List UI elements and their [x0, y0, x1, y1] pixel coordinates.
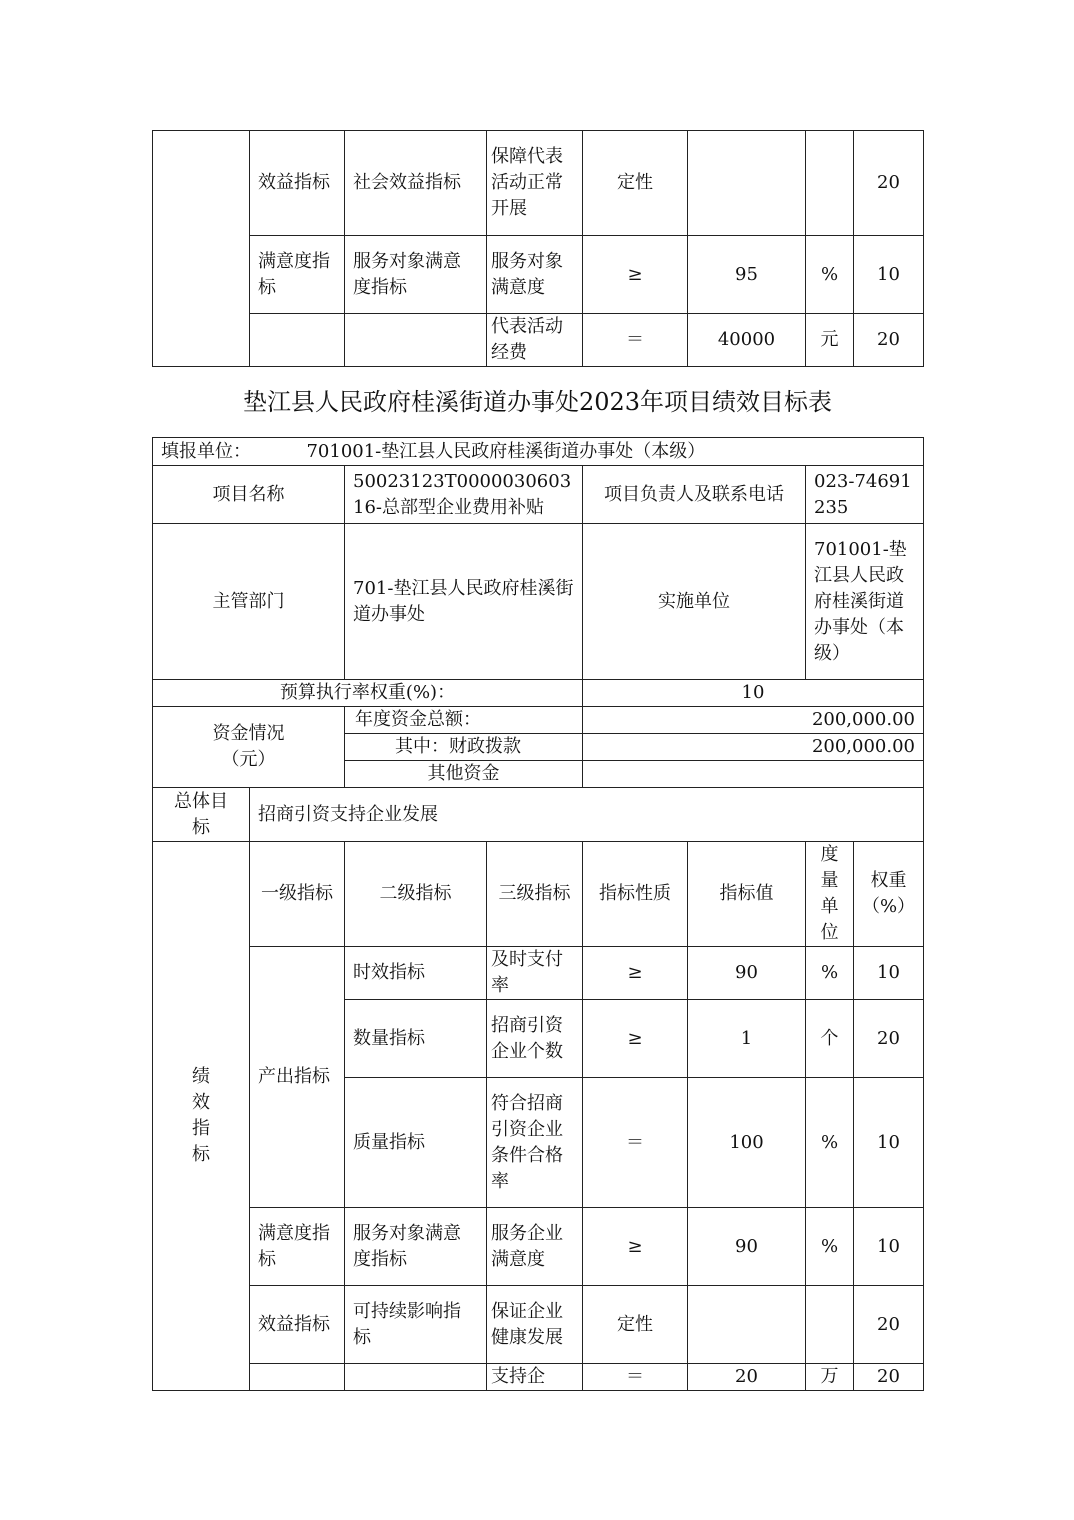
performance-target-table: [152, 437, 924, 1391]
row-weight: 10: [854, 1208, 924, 1286]
perf-label: 绩效指标: [192, 1066, 210, 1165]
row-weight: 20: [854, 1286, 924, 1364]
budget-rate-value: 10: [583, 680, 924, 707]
manager-value: 023-74691235: [806, 466, 924, 524]
prev-weight: 20: [854, 131, 924, 236]
header-level2: 二级指标: [345, 842, 487, 947]
row-unit: 万: [806, 1364, 854, 1391]
fiscal-label: 其中：财政拨款: [345, 734, 583, 761]
row-level3: 符合招商引资企业条件合格率: [487, 1078, 583, 1208]
row-level3: 支持企: [487, 1364, 583, 1391]
header-level3: 三级指标: [487, 842, 583, 947]
goal-label: [153, 788, 250, 842]
row-level3: 服务企业满意度: [487, 1208, 583, 1286]
manager-label: 项目负责人及联系电话: [583, 466, 806, 524]
fill-unit-value: 701001-垫江县人民政府桂溪街道办事处（本级）: [306, 440, 706, 462]
fiscal-value: 200,000.00: [583, 734, 924, 761]
prev-unit: %: [806, 236, 854, 314]
row-value: [688, 1286, 806, 1364]
page-title: 垫江县人民政府桂溪街道办事处2023年项目绩效目标表: [242, 388, 833, 416]
row-nature: ≥: [583, 1208, 688, 1286]
header-nature: 指标性质: [583, 842, 688, 947]
row-nature: ≥: [583, 1000, 688, 1078]
prev-level1: 效益指标: [250, 131, 345, 236]
row-weight: 10: [854, 947, 924, 1000]
row-weight: 10: [854, 1078, 924, 1208]
row-level1: [250, 1364, 345, 1391]
row-level2: 时效指标: [345, 947, 487, 1000]
header-level1: 一级指标: [250, 842, 345, 947]
row-level3: 招商引资企业个数: [487, 1000, 583, 1078]
annual-total-value: 200,000.00: [583, 707, 924, 734]
funds-label-text: 资金情况（元）: [212, 723, 285, 770]
prev-weight: 20: [854, 314, 924, 367]
fill-unit-label: 填报单位：: [161, 440, 251, 462]
row-level2: 质量指标: [345, 1078, 487, 1208]
prev-level1: 满意度指标: [250, 236, 345, 314]
impl-label: 实施单位: [583, 524, 806, 680]
row-value: 100: [688, 1078, 806, 1208]
row-level3: 及时支付率: [487, 947, 583, 1000]
header-weight: 权重（%）: [854, 842, 924, 947]
prev-level2: [345, 314, 487, 367]
goal-value: 招商引资支持企业发展: [250, 788, 924, 842]
budget-rate-label: 预算执行率权重(%)：: [153, 680, 583, 707]
row-level1: 效益指标: [250, 1286, 345, 1364]
row-level2: 服务对象满意度指标: [345, 1208, 487, 1286]
prev-value: 40000: [688, 314, 806, 367]
prev-nature: ≥: [583, 236, 688, 314]
prev-level3: 服务对象满意度: [487, 236, 583, 314]
prev-unit: [806, 131, 854, 236]
row-level3: 保证企业健康发展: [487, 1286, 583, 1364]
prev-weight: 10: [854, 236, 924, 314]
row-nature: ≥: [583, 947, 688, 1000]
row-weight: 20: [854, 1364, 924, 1391]
row-weight: 20: [854, 1000, 924, 1078]
project-name-value: 50023123T000003060316-总部型企业费用补贴: [345, 466, 583, 524]
prev-value: [688, 131, 806, 236]
project-name-label: 项目名称: [153, 466, 345, 524]
row-unit: %: [806, 1078, 854, 1208]
prev-level3: 保障代表活动正常开展: [487, 131, 583, 236]
dept-label: 主管部门: [153, 524, 345, 680]
prev-level2: 服务对象满意度指标: [345, 236, 487, 314]
fill-unit-row: [153, 438, 924, 466]
prev-left-cell: [153, 131, 250, 367]
row-unit: [806, 1286, 854, 1364]
header-unit: [806, 842, 854, 947]
header-unit-text: 度量单位: [820, 844, 839, 943]
prev-level3: 代表活动经费: [487, 314, 583, 367]
prev-nature: 定性: [583, 131, 688, 236]
impl-value: 701001-垫江县人民政府桂溪街道办事处（本级）: [806, 524, 924, 680]
other-funds-label: 其他资金: [345, 761, 583, 788]
row-value: 20: [688, 1364, 806, 1391]
perf-label-cell: [153, 842, 250, 1391]
previous-table: [152, 130, 924, 367]
row-nature: 定性: [583, 1286, 688, 1364]
header-value: 指标值: [688, 842, 806, 947]
row-value: 90: [688, 1208, 806, 1286]
other-funds-value: [583, 761, 924, 788]
dept-value: 701-垫江县人民政府桂溪街道办事处: [345, 524, 583, 680]
funds-label: [153, 707, 345, 788]
row-unit: %: [806, 947, 854, 1000]
prev-nature: ＝: [583, 314, 688, 367]
annual-total-label: 年度资金总额：: [345, 707, 583, 734]
row-nature: ＝: [583, 1364, 688, 1391]
row-level2: 数量指标: [345, 1000, 487, 1078]
prev-level2: 社会效益指标: [345, 131, 487, 236]
row-unit: 个: [806, 1000, 854, 1078]
row-value: 90: [688, 947, 806, 1000]
prev-unit: 元: [806, 314, 854, 367]
row-level2: [345, 1364, 487, 1391]
output-label: 产出指标: [250, 947, 345, 1208]
row-nature: ＝: [583, 1078, 688, 1208]
row-value: 1: [688, 1000, 806, 1078]
row-level2: 可持续影响指标: [345, 1286, 487, 1364]
goal-label-text: 总体目标: [174, 790, 228, 838]
row-level1: 满意度指标: [250, 1208, 345, 1286]
prev-level1: [250, 314, 345, 367]
prev-value: 95: [688, 236, 806, 314]
row-unit: %: [806, 1208, 854, 1286]
